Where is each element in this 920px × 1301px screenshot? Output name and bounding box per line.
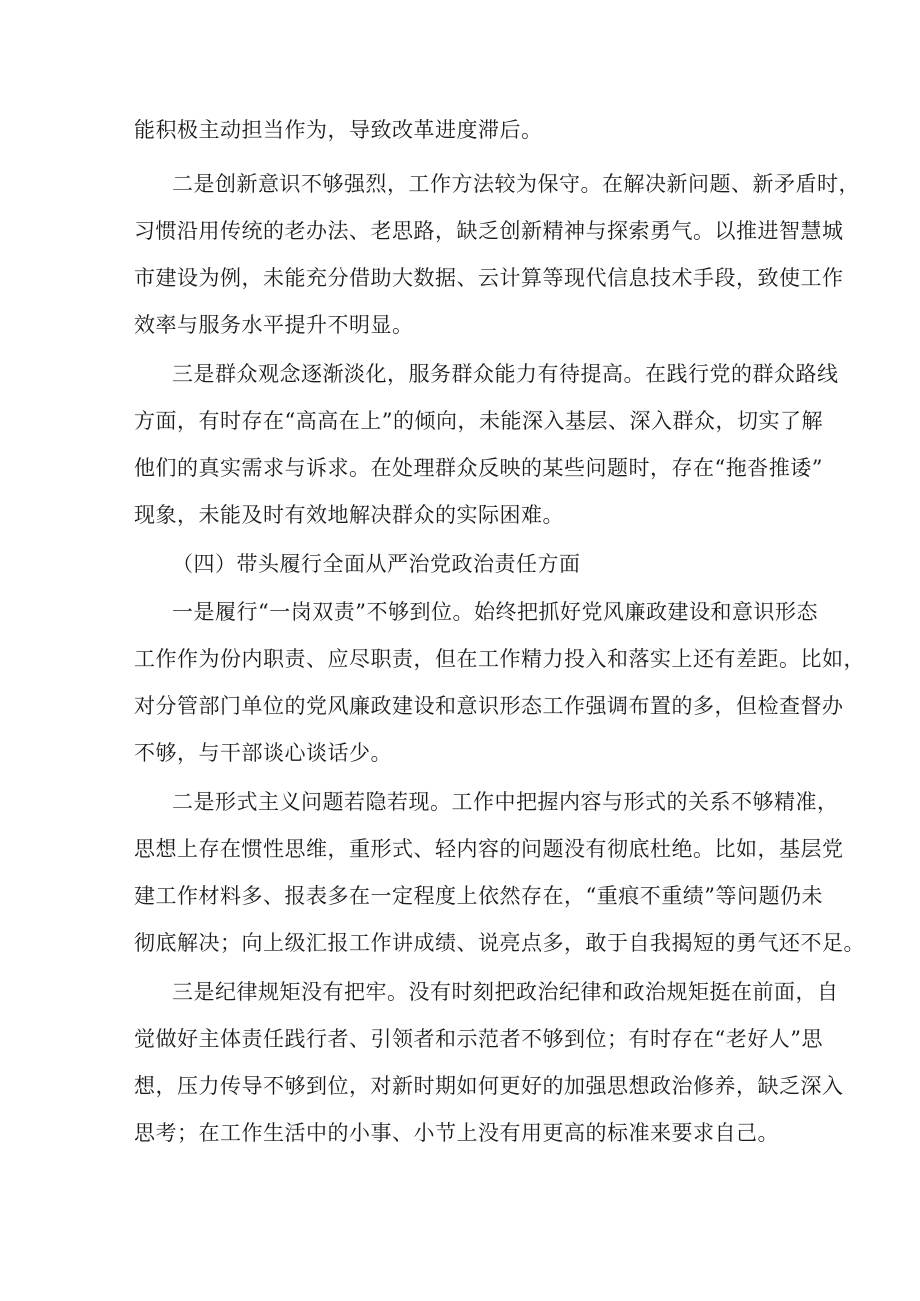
paragraph-line: 不够，与干部谈心谈话少。 xyxy=(134,741,392,765)
paragraph-line: 能积极主动担当作为，导致改革进度滞后。 xyxy=(134,118,543,142)
paragraph-line: 二是创新意识不够强烈，工作方法较为保守。在解决新问题、新矛盾时， xyxy=(172,172,860,196)
paragraph-line: 他们的真实需求与诉求。在处理群众反映的某些问题时，存在“拖沓推诿” xyxy=(134,456,823,480)
paragraph-line: 建工作材料多、报表多在一定程度上依然存在，“重痕不重绩”等问题仍未 xyxy=(134,884,823,908)
section-heading: （四）带头履行全面从严治党政治责任方面 xyxy=(172,552,581,576)
paragraph-line: 想，压力传导不够到位，对新时期如何更好的加强思想政治修养，缺乏深入 xyxy=(134,1074,844,1098)
paragraph-line: 对分管部门单位的党风廉政建设和意识形态工作强调布置的多，但检查督办 xyxy=(134,694,844,718)
paragraph-line: 工作作为份内职责、应尽职责，但在工作精力投入和落实上还有差距。比如， xyxy=(134,647,865,671)
paragraph-line: 一是履行“一岗双责”不够到位。始终把抓好党风廉政建设和意识形态 xyxy=(172,600,818,624)
paragraph-line: 习惯沿用传统的老办法、老思路，缺乏创新精神与探索勇气。以推进智慧城 xyxy=(134,219,844,243)
paragraph-line: 思想上存在惯性思维，重形式、轻内容的问题没有彻底杜绝。比如，基层党 xyxy=(134,837,844,861)
paragraph-line: 效率与服务水平提升不明显。 xyxy=(134,313,414,337)
paragraph-line: 市建设为例，未能充分借助大数据、云计算等现代信息技术手段，致使工作 xyxy=(134,266,844,290)
paragraph-line: 三是群众观念逐渐淡化，服务群众能力有待提高。在践行党的群众路线 xyxy=(172,362,839,386)
paragraph-line: 二是形式主义问题若隐若现。工作中把握内容与形式的关系不够精准， xyxy=(172,790,839,814)
paragraph-line: 彻底解决；向上级汇报工作讲成绩、说亮点多，敢于自我揭短的勇气还不足。 xyxy=(134,931,865,955)
paragraph-line: 三是纪律规矩没有把牢。没有时刻把政治纪律和政治规矩挺在前面，自 xyxy=(172,980,839,1004)
paragraph-line: 方面，有时存在“高高在上”的倾向，未能深入基层、深入群众，切实了解 xyxy=(134,409,823,433)
paragraph-line: 思考；在工作生活中的小事、小节上没有用更高的标准来要求自己。 xyxy=(134,1121,779,1145)
paragraph-line: 现象，未能及时有效地解决群众的实际困难。 xyxy=(134,503,564,527)
paragraph-line: 觉做好主体责任践行者、引领者和示范者不够到位；有时存在“老好人”思 xyxy=(134,1027,823,1051)
